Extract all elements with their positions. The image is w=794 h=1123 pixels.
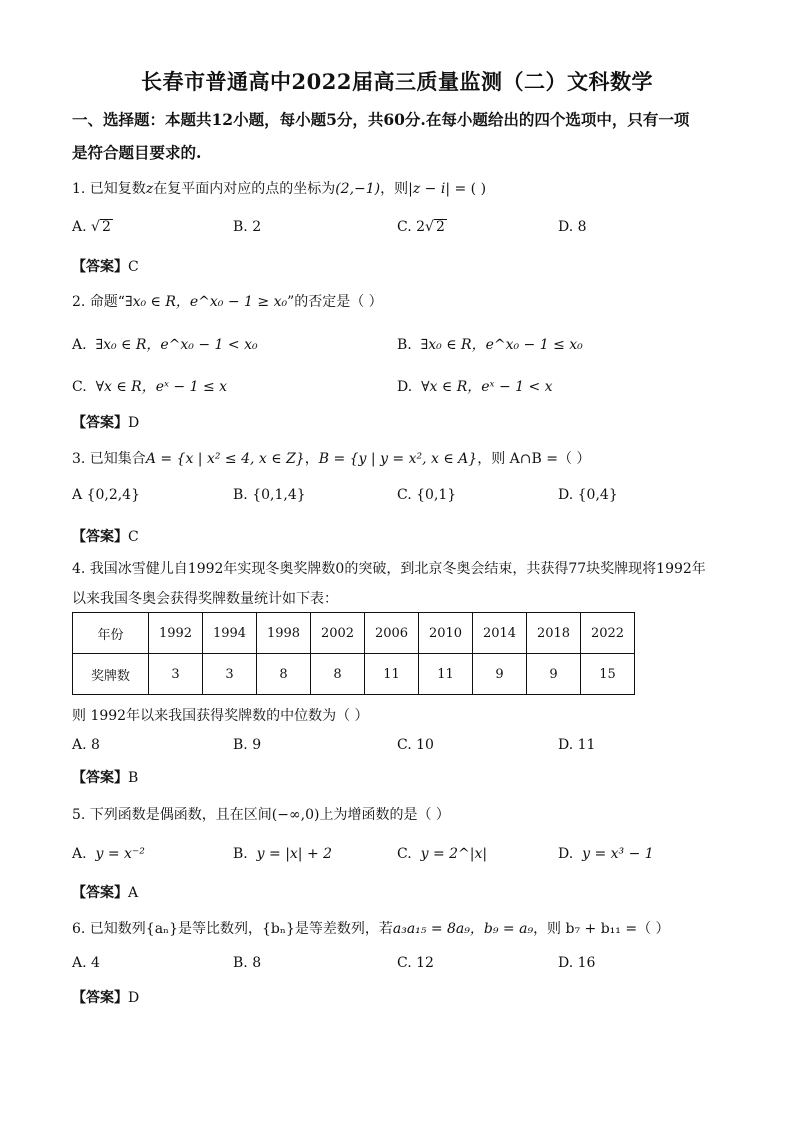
q3-pre: 3. 已知集合: [72, 451, 146, 467]
question-4-followup: 则 1992年以来我国获得奖牌数的中位数为（ ）: [72, 708, 369, 724]
q6-stem-condition: a₃a₁₅ = 8a₉，b₉ = a₉: [392, 921, 534, 937]
question-4-stem-line2: 以来我国冬奥会获得奖牌数量统计如下表：: [72, 591, 338, 607]
question-1-stem: [72, 178, 486, 198]
answer-label: 【答案】: [72, 529, 128, 545]
q6-option-a: A. 4: [72, 955, 100, 971]
q5-option-b-text: y = |x| + 2: [256, 846, 333, 862]
table-cell: 1994: [203, 613, 257, 654]
q2-option-c-label: C.: [72, 379, 87, 395]
q4-answer-value: B: [128, 770, 139, 786]
q5-option-c-text: y = 2^|x|: [420, 846, 488, 862]
answer-label: 【答案】: [72, 415, 128, 431]
question-2-stem: [72, 291, 383, 311]
q1-mid: 在复平面内对应的点的坐标为: [153, 181, 336, 197]
q5-option-d-text: y = x³ − 1: [582, 846, 654, 862]
q2-option-b-text: ∃x₀ ∈ R，e^x₀ − 1 ≤ x₀: [420, 337, 583, 353]
medal-table: [72, 612, 635, 695]
table-cell: 11: [365, 654, 419, 695]
q5-option-d-label: D.: [558, 846, 574, 862]
q1-option-a-radicand: 2: [101, 219, 111, 235]
q6-option-b: B. 8: [233, 955, 262, 971]
q6-option-d: D. 16: [558, 955, 596, 971]
q3-option-c: [397, 487, 456, 503]
table-cell: 1992: [149, 613, 203, 654]
q1-pre: 1. 已知复数: [72, 181, 146, 197]
q1-z: z: [145, 181, 154, 197]
q5-answer-value: A: [128, 885, 139, 901]
q4-option-a: A. 8: [72, 737, 100, 753]
q6-stem-post: ，则 b₇ + b₁₁ =（ ）: [533, 921, 670, 937]
table-row-years: [73, 613, 635, 654]
q5-option-a-label: A.: [72, 846, 87, 862]
sqrt-icon: √: [425, 219, 434, 235]
q5-option-a-text: y = x⁻²: [95, 846, 145, 862]
table-cell: 3: [149, 654, 203, 695]
q2-answer-value: D: [128, 415, 140, 431]
q4-answer: [72, 767, 138, 787]
table-cell: 2002: [311, 613, 365, 654]
q5-option-b-label: B.: [233, 846, 248, 862]
q4-option-b: B. 9: [233, 737, 262, 753]
section-heading-line2: 是符合题目要求的.: [72, 143, 202, 162]
q2-stem-math: ∃x₀ ∈ R，e^x₀ − 1 ≥ x₀: [124, 294, 288, 310]
q3-option-d-text: {0,4}: [577, 487, 618, 503]
table-cell: 15: [581, 654, 635, 695]
q6-answer-value: D: [128, 990, 140, 1006]
q1-post2: = ( ): [450, 181, 487, 197]
q5-option-d: [558, 846, 654, 862]
page-title: 长春市普通高中2022届高三质量监测（二）文科数学: [141, 69, 653, 94]
table-cell: 8: [311, 654, 365, 695]
answer-label: 【答案】: [72, 885, 128, 901]
table-cell: 2006: [365, 613, 419, 654]
table-cell: 2018: [527, 613, 581, 654]
q2-option-d-label: D.: [397, 379, 413, 395]
table-cell: 8: [257, 654, 311, 695]
table-cell: 9: [473, 654, 527, 695]
q1-option-c: [397, 219, 447, 235]
q2-stem-post: ”的否定是（ ）: [287, 294, 383, 310]
table-cell: 2022: [581, 613, 635, 654]
q1-option-c-label: C.: [397, 219, 412, 235]
q3-sep: ，: [304, 451, 319, 467]
q3-set-a: A = {x | x² ≤ 4, x ∈ Z}: [145, 451, 305, 467]
table-header-year: 年份: [73, 613, 149, 654]
question-6-stem: [72, 918, 670, 938]
q1-option-a-label: A.: [72, 219, 87, 235]
section-heading-line1: 一、选择题：本题共12小题，每小题5分，共60分.在每小题给出的四个选项中，只有一项: [72, 110, 690, 129]
answer-label: 【答案】: [72, 990, 128, 1006]
q6-stem-pre: 6. 已知数列{aₙ}是等比数列，{bₙ}是等差数列，若: [72, 921, 393, 937]
q3-option-b-label: B.: [233, 487, 248, 503]
q3-option-d: [558, 487, 618, 503]
q5-option-c-label: C.: [397, 846, 412, 862]
q1-post1: ，则: [380, 181, 409, 197]
q4-option-c: C. 10: [397, 737, 434, 753]
table-cell: 2014: [473, 613, 527, 654]
table-cell: 11: [419, 654, 473, 695]
q5-option-a: [72, 846, 145, 862]
q1-option-a: [72, 219, 113, 235]
question-5-stem: 5. 下列函数是偶函数，且在区间(−∞,0)上为增函数的是（ ）: [72, 807, 450, 823]
q3-option-b-text: {0,1,4}: [252, 487, 306, 503]
q2-option-a: [72, 334, 258, 354]
answer-label: 【答案】: [72, 770, 128, 786]
table-header-medals: 奖牌数: [73, 654, 149, 695]
q2-option-a-text: ∃x₀ ∈ R，e^x₀ − 1 < x₀: [95, 337, 258, 353]
q2-option-c: [72, 376, 227, 396]
q1-expr: |z − i|: [408, 181, 451, 197]
q1-option-d: D. 8: [558, 219, 587, 235]
q3-set-b: B = {y | y = x², x ∈ A}: [318, 451, 478, 467]
q1-answer-value: C: [128, 259, 139, 275]
question-4-stem-line1: 4. 我国冰雪健儿自1992年实现冬奥奖牌数0的突破，到北京冬奥会结束，共获得77块奖牌现将1992年: [72, 561, 706, 577]
question-3-stem: [72, 448, 590, 468]
q5-option-c: [397, 846, 487, 862]
table-cell: 2010: [419, 613, 473, 654]
q2-option-b-label: B.: [397, 337, 412, 353]
q2-answer: [72, 412, 139, 432]
q5-option-b: [233, 846, 332, 862]
table-cell: 9: [527, 654, 581, 695]
q3-option-c-text: {0,1}: [416, 487, 457, 503]
q6-answer: [72, 987, 139, 1007]
q1-point: (2,−1): [335, 181, 381, 197]
q2-option-b: [397, 334, 583, 354]
q1-option-c-coef: 2: [416, 219, 426, 235]
answer-label: 【答案】: [72, 259, 128, 275]
q5-answer: [72, 882, 138, 902]
q2-option-a-label: A.: [72, 337, 87, 353]
q2-stem-pre: 2. 命题“: [72, 294, 125, 310]
table-cell: 3: [203, 654, 257, 695]
q3-option-c-label: C.: [397, 487, 412, 503]
q4-option-d: D. 11: [558, 737, 596, 753]
q3-post: ，则 A∩B =（ ）: [477, 451, 591, 467]
q2-option-c-text: ∀x ∈ R，eˣ − 1 ≤ x: [95, 379, 228, 395]
q6-option-c: C. 12: [397, 955, 434, 971]
q1-answer: [72, 256, 139, 276]
q3-answer: [72, 526, 139, 546]
q3-option-a: A {0,2,4}: [72, 487, 140, 503]
sqrt-icon: √: [91, 219, 100, 235]
q2-option-d: [397, 376, 553, 396]
q1-option-b: B. 2: [233, 219, 262, 235]
table-row-medals: [73, 654, 635, 695]
q3-option-b: [233, 487, 306, 503]
q2-option-d-text: ∀x ∈ R，eˣ − 1 < x: [421, 379, 553, 395]
q3-option-d-label: D.: [558, 487, 574, 503]
table-cell: 1998: [257, 613, 311, 654]
q1-option-c-radicand: 2: [435, 219, 445, 235]
q3-answer-value: C: [128, 529, 139, 545]
